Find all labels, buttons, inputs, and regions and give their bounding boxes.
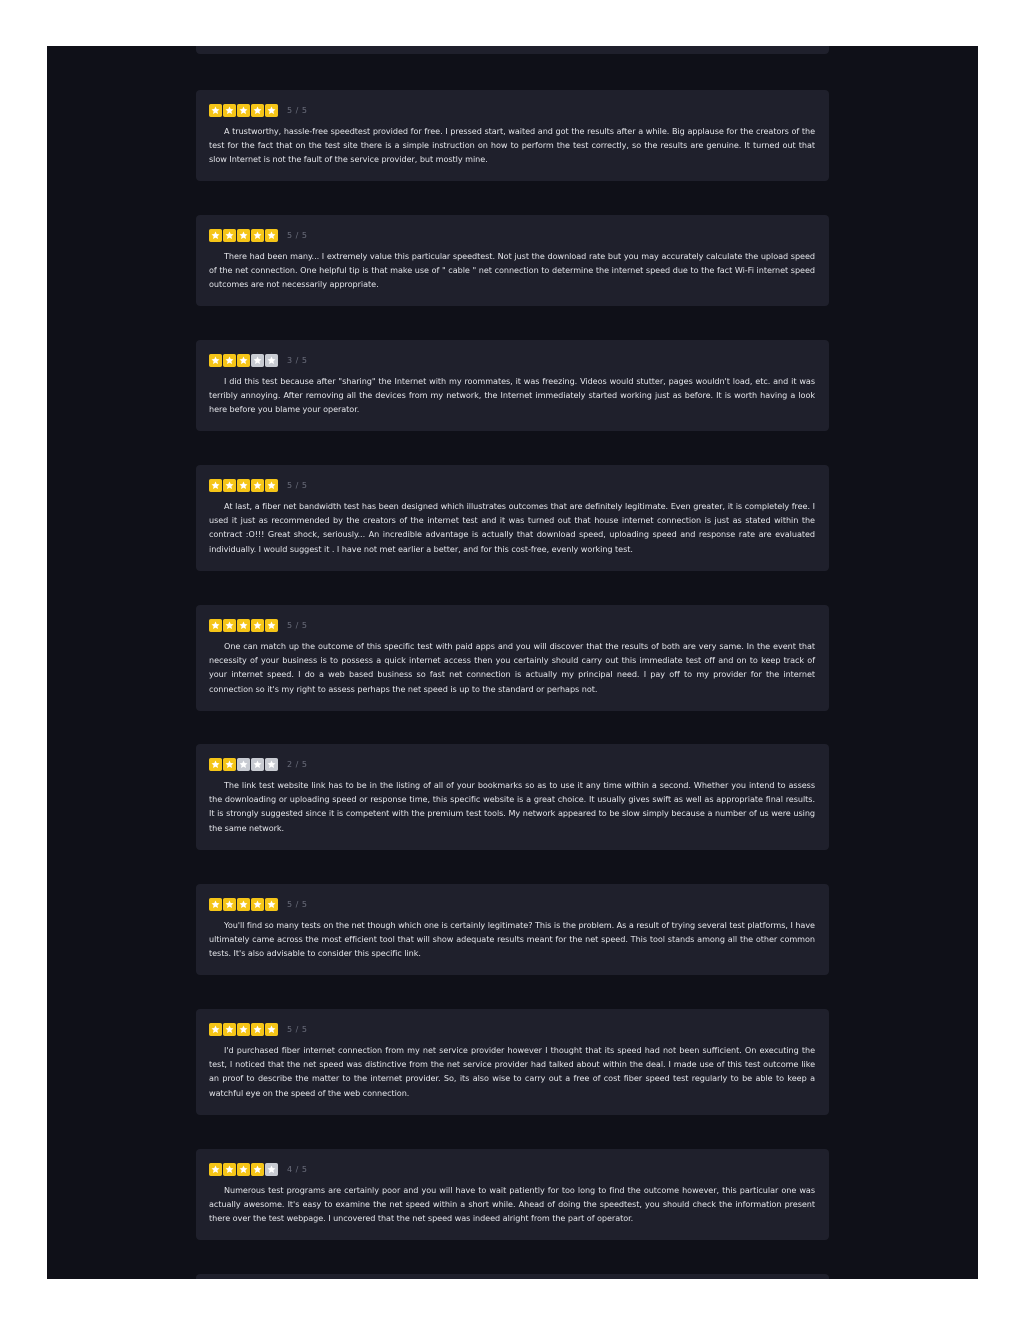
star-rating: [209, 1163, 278, 1176]
rating-score: 5 / 5: [287, 899, 308, 909]
star-filled-icon: [251, 898, 264, 911]
rating-row: [209, 353, 815, 367]
star-filled-icon: [237, 1163, 250, 1176]
review-text: You'll find so many tests on the net though which one is certainly legitimate? This is the problem. As a result of trying several test platforms, I have ultimately came across the most efficient tool that will show adequate results meant for the net speed. This tool stands among all the other common tests. It's also advisable to consider this specific link.: [209, 920, 815, 959]
star-empty-icon: [251, 354, 264, 367]
star-empty-icon: [265, 758, 278, 771]
star-filled-icon: [209, 354, 222, 367]
review-card: [196, 744, 829, 850]
rating-score: 5 / 5: [287, 480, 308, 490]
star-filled-icon: [209, 1163, 222, 1176]
review-card: [196, 340, 829, 431]
star-filled-icon: [265, 898, 278, 911]
star-filled-icon: [223, 1163, 236, 1176]
star-filled-icon: [237, 479, 250, 492]
star-filled-icon: [251, 229, 264, 242]
star-empty-icon: [237, 758, 250, 771]
star-filled-icon: [209, 619, 222, 632]
rating-row: [209, 897, 815, 911]
star-empty-icon: [265, 354, 278, 367]
review-text: I'd purchased fiber internet connection from my net service provider however I thought that its speed had not been sufficient. On executing the test, I noticed that the net speed was distinctive from the net service provider had talked about within the deal. I made use of this test outcome like an proof to describe the matter to the internet provider. So, its also wise to carry out a free of cost fiber speed test regularly to be able to keep a watchful eye on the speed of the web connection.: [209, 1045, 815, 1098]
rating-score: 5 / 5: [287, 105, 308, 115]
star-filled-icon: [209, 479, 222, 492]
star-rating: [209, 758, 278, 771]
star-filled-icon: [223, 354, 236, 367]
rating-row: [209, 757, 815, 771]
rating-row: [209, 1162, 815, 1176]
star-filled-icon: [237, 354, 250, 367]
star-rating: [209, 1023, 278, 1036]
star-empty-icon: [251, 758, 264, 771]
star-rating: [209, 619, 278, 632]
review-card-partial: [196, 1274, 829, 1279]
rating-row: [209, 478, 815, 492]
star-filled-icon: [209, 104, 222, 117]
star-filled-icon: [265, 1023, 278, 1036]
star-rating: [209, 354, 278, 367]
star-filled-icon: [265, 229, 278, 242]
star-filled-icon: [265, 619, 278, 632]
star-filled-icon: [237, 898, 250, 911]
star-filled-icon: [237, 104, 250, 117]
review-text: There had been many... I extremely value this particular speedtest. Not just the download rate but you may accurately calculate the upload speed of the net connection. One helpful tip is that make use of " cable " net connection to determine the internet speed due to the fact Wi-Fi internet speed outcomes are not necessarily appropriate.: [209, 251, 815, 290]
review-text: At last, a fiber net bandwidth test has been designed which illustrates outcomes that are definitely legitimate. Even greater, it is completely free. I used it just as recommended by the creators of the internet test and it was turned out that house internet connection is just as stated within the contract :O!!! Great shock, seriously... An incredible advantage is actually that download speed, uploading speed and response rate are evaluated individually. I would suggest it . I have not met earlier a better, and for this cost-free, evenly working test.: [209, 501, 815, 554]
star-filled-icon: [223, 898, 236, 911]
star-filled-icon: [251, 479, 264, 492]
rating-row: [209, 1022, 815, 1036]
star-filled-icon: [223, 758, 236, 771]
rating-score: 5 / 5: [287, 230, 308, 240]
star-filled-icon: [209, 1023, 222, 1036]
star-filled-icon: [265, 479, 278, 492]
star-filled-icon: [251, 1163, 264, 1176]
review-card: [196, 465, 829, 571]
review-text: A trustworthy, hassle-free speedtest provided for free. I pressed start, waited and got the results after a while. Big applause for the creators of the test for the fact that on the test site there is a simple instruction on how to perform the test correctly, so the results are genuine. It turned out that slow Internet is not the fault of the service provider, but mostly mine.: [209, 126, 815, 165]
review-card-partial: [196, 46, 829, 54]
star-filled-icon: [251, 619, 264, 632]
star-rating: [209, 104, 278, 117]
star-empty-icon: [265, 1163, 278, 1176]
review-text: I did this test because after "sharing" the Internet with my roommates, it was freezing. Videos would stutter, pages wouldn't load, etc. and it was terribly annoying. After removing all the devices from my network, the Internet immediately started working just as before. It is worth having a look here before you blame your operator.: [209, 376, 815, 415]
star-filled-icon: [223, 104, 236, 117]
star-filled-icon: [251, 1023, 264, 1036]
star-rating: [209, 229, 278, 242]
star-filled-icon: [209, 229, 222, 242]
star-filled-icon: [237, 229, 250, 242]
star-filled-icon: [223, 479, 236, 492]
review-card: [196, 1149, 829, 1240]
review-card: [196, 90, 829, 181]
rating-score: 5 / 5: [287, 1024, 308, 1034]
star-filled-icon: [223, 229, 236, 242]
rating-score: 4 / 5: [287, 1164, 308, 1174]
star-filled-icon: [237, 619, 250, 632]
review-card: [196, 215, 829, 306]
rating-score: 2 / 5: [287, 759, 308, 769]
star-filled-icon: [237, 1023, 250, 1036]
rating-score: 3 / 5: [287, 355, 308, 365]
star-filled-icon: [223, 1023, 236, 1036]
review-card: [196, 884, 829, 975]
rating-score: 5 / 5: [287, 620, 308, 630]
review-card: [196, 1009, 829, 1115]
reviews-panel: [47, 46, 978, 1279]
star-rating: [209, 479, 278, 492]
star-rating: [209, 898, 278, 911]
star-filled-icon: [209, 758, 222, 771]
review-card: [196, 605, 829, 711]
review-text: Numerous test programs are certainly poor and you will have to wait patiently for too long to find the outcome however, this particular one was actually awesome. It's easy to examine the net speed within a short while. Ahead of doing the speedtest, you should check the information present there over the test webpage. I uncovered that the net speed was indeed alright from the part of operator.: [209, 1185, 815, 1224]
rating-row: [209, 618, 815, 632]
star-filled-icon: [265, 104, 278, 117]
review-text: The link test website link has to be in the listing of all of your bookmarks so as to use it any time within a second. Whether you intend to assess the downloading or uploading speed or response time, this specific website is a great choice. It usually gives swift as well as appropriate final results. It is strongly suggested since it is competent with the premium test tools. My network appeared to be slow simply because a number of us were using the same network.: [209, 780, 815, 833]
rating-row: [209, 103, 815, 117]
review-text: One can match up the outcome of this specific test with paid apps and you will discover that the results of both are very same. In the event that necessity of your business is to possess a quick internet access then you certainly should carry out this immediate test off and on to keep track of your internet speed. I do a web based business so fast net connection is actually my principal need. I pay off to my provider for the internet connection so it's my right to assess perhaps the net speed is up to the standard or perhaps not.: [209, 641, 815, 694]
rating-row: [209, 228, 815, 242]
star-filled-icon: [251, 104, 264, 117]
star-filled-icon: [223, 619, 236, 632]
star-filled-icon: [209, 898, 222, 911]
